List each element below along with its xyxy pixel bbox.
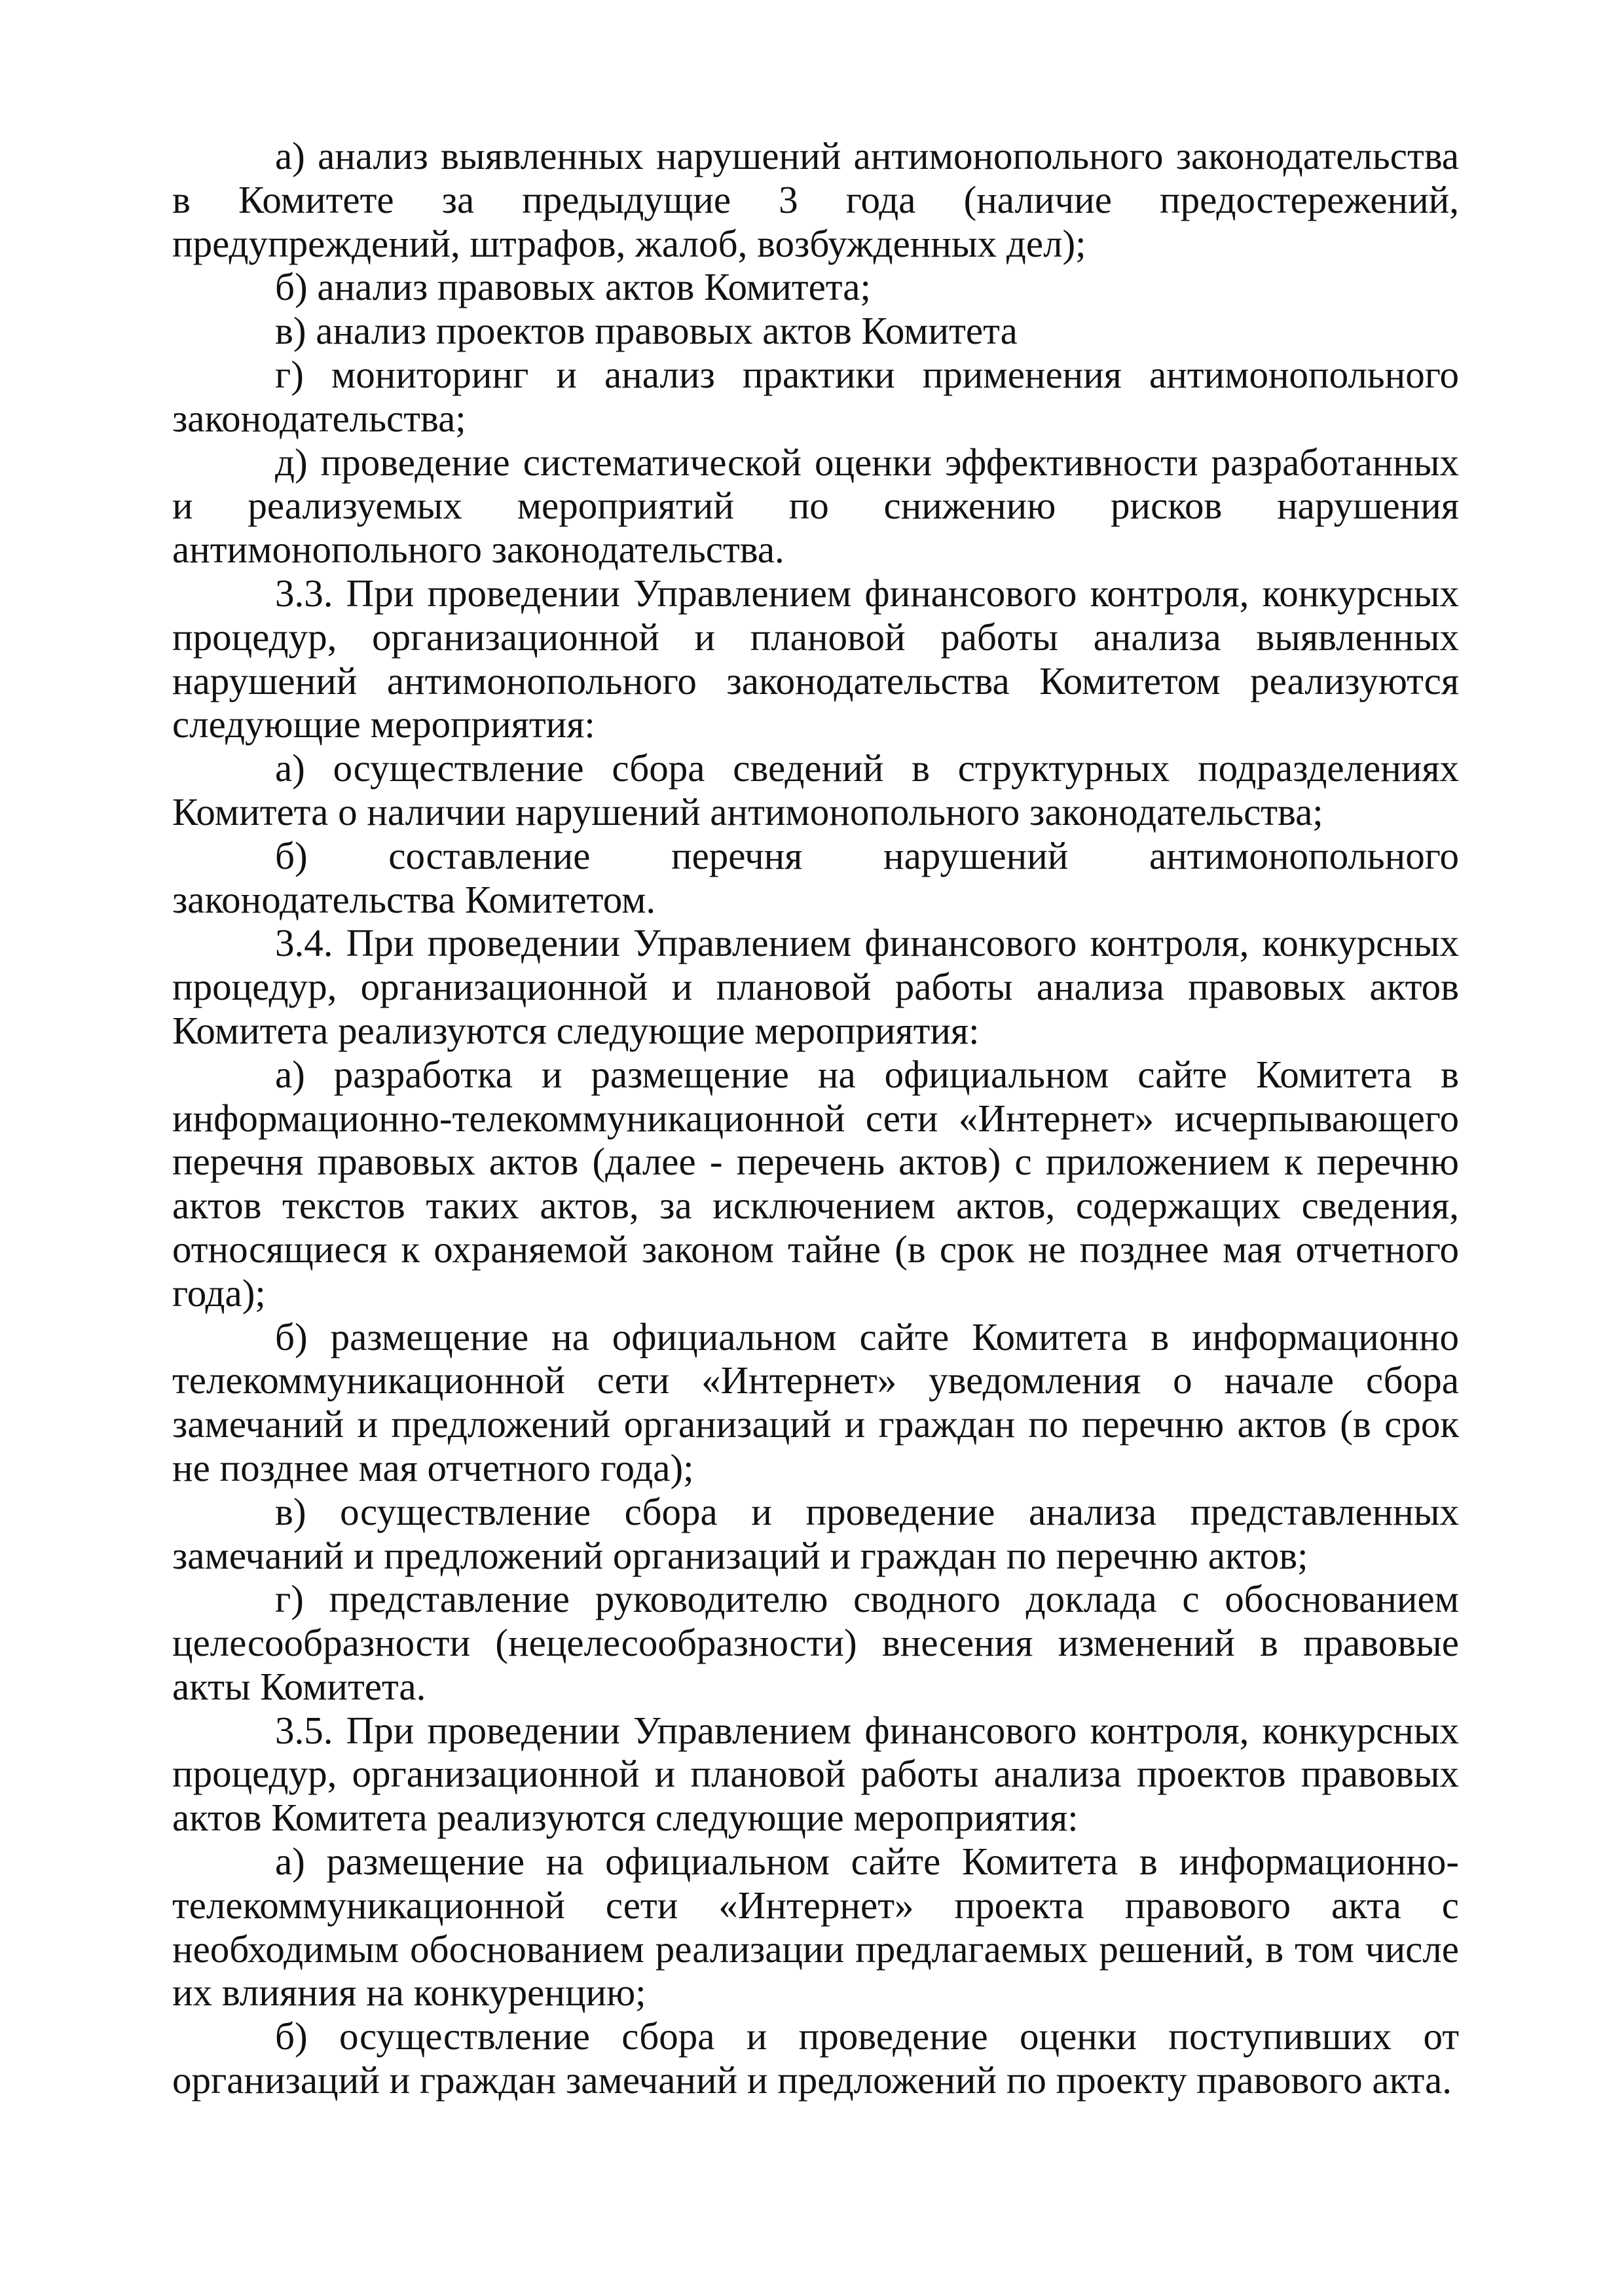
clause-3-3: 3.3. При проведении Управлением финансового контроля, конкурсных процедур, организационной и плановой работы анализа выявленных нарушений антимонопольного законодательства Комитетом реализуются следующие мероприятия: (172, 571, 1459, 746)
paragraph-d-evaluation: д) проведение систематической оценки эффективности разработанных и реализуемых мероприятий по снижению рисков нарушения антимонопольного законодательства. (172, 440, 1459, 572)
paragraph-g-monitoring: г) мониторинг и анализ практики применения антимонопольного законодательства; (172, 352, 1459, 440)
paragraph-v-analysis-draft-acts: в) анализ проектов правовых актов Комитета (275, 309, 1018, 353)
clause-3-5-item-a: а) размещение на официальном сайте Комитета в информационно-телекоммуникационной сети «Интернет» проекта правового акта с необходимым обоснованием реализации предлагаемых решений, в том числе их влияния на конкуренцию; (172, 1840, 1459, 2014)
clause-3-4-item-b: б) размещение на официальном сайте Комитета в информационно телекоммуникационной сети «Интернет» уведомления о начале сбора замечаний и предложений организаций и граждан по перечню актов (в срок не позднее мая отчетного года); (172, 1315, 1459, 1489)
clause-3-4-item-g: г) представление руководителю сводного доклада с обоснованием целесообразности (нецелесообразности) внесения изменений в правовые акты Комитета. (172, 1577, 1459, 1708)
clause-3-4-item-v: в) осуществление сбора и проведение анализа представленных замечаний и предложений организаций и граждан по перечню актов; (172, 1489, 1459, 1577)
paragraph-a-analysis-violations: а) анализ выявленных нарушений антимонопольного законодательства в Комитете за предыдущие 3 года (наличие предостережений, предупреждений, штрафов, жалоб, возбужденных дел); (172, 134, 1459, 265)
clause-3-4: 3.4. При проведении Управлением финансового контроля, конкурсных процедур, организационной и плановой работы анализа правовых актов Комитета реализуются следующие мероприятия: (172, 921, 1459, 1052)
clause-3-5-item-b: б) осуществление сбора и проведение оценки поступивших от организаций и граждан замечаний и предложений по проекту правового акта. (172, 2014, 1459, 2102)
clause-3-4-item-a: а) разработка и размещение на официальном сайте Комитета в информационно-телекоммуникационной сети «Интернет» исчерпывающего перечня правовых актов (далее - перечень актов) с приложением к перечню актов текстов таких актов, за исключением актов, содержащих сведения, относящиеся к охраняемой законом тайне (в срок не позднее мая отчетного года); (172, 1052, 1459, 1315)
paragraph-b-analysis-acts: б) анализ правовых актов Комитета; (275, 265, 871, 309)
clause-3-3-item-b: б) составление перечня нарушений антимонопольного законодательства Комитетом. (172, 833, 1459, 921)
clause-3-3-item-a: а) осуществление сбора сведений в структурных подразделениях Комитета о наличии нарушений антимонопольного законодательства; (172, 746, 1459, 833)
document-page (172, 134, 1459, 2102)
clause-3-5: 3.5. При проведении Управлением финансового контроля, конкурсных процедур, организационной и плановой работы анализа проектов правовых актов Комитета реализуются следующие мероприятия: (172, 1708, 1459, 1840)
